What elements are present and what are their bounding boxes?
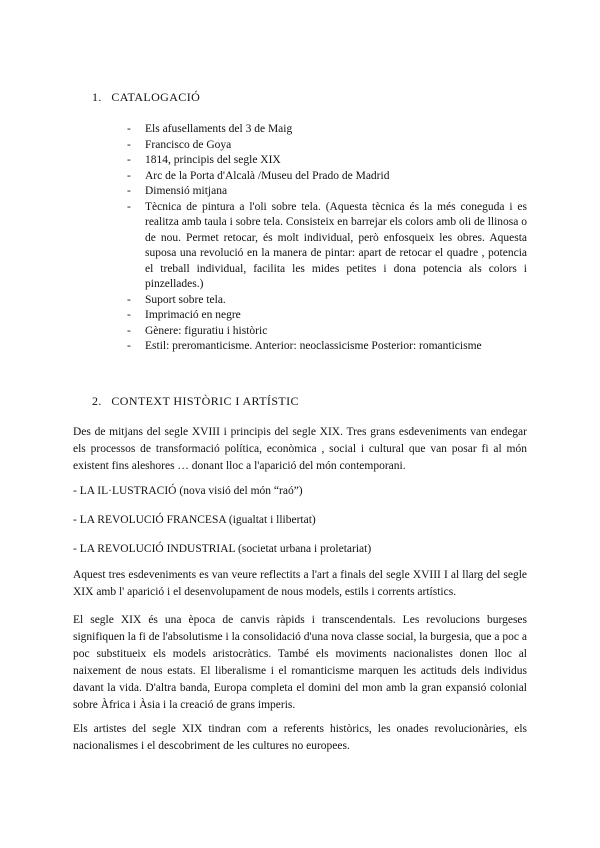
- list-item: - Gènere: figuratiu i històric: [127, 324, 268, 337]
- intro-paragraph: Des de mitjans del segle XVIII i principis del segle XIX. Tres grans esdeveniments van endegar els processos de transformació política, econòmica , social i cultural que van posar fi al món existent fins aleshores … donant lloc a l'aparició del món contemporani.: [73, 426, 527, 472]
- paragraph-2: El segle XIX és una època de canvis ràpids i transcendentals. Les revolucions burgeses signifiquen la fi de l'absolutisme i la consolidació d'una nova classe social, la burgesia, que a poc a poc substitueix els models aristocràtics. També els moviments nacionalistes donen lloc al naixement de nous estats. El liberalisme i el romanticisme marquen les actituds dels individus davant la vida. D'altra banda, Europa completa el domini del mon amb la gran expansió colonial sobre Àfrica i Àsia i la creació de grans imperis.: [73, 614, 527, 711]
- paragraph-1: Aquest tres esdeveniments es van veure reflectits a l'art a finals del segle XVIII I al llarg del segle XIX amb l' aparició i el desenvolupament de nous models, estils i corrents artístics.: [73, 569, 527, 598]
- event-revolucio-francesa: - LA REVOLUCIÓ FRANCESA (igualtat i llibertat): [73, 514, 316, 526]
- list-item: - Arc de la Porta d'Alcalà /Museu del Prado de Madrid: [127, 169, 390, 182]
- list-item: - Tècnica de pintura a l'oli sobre tela. (Aquesta tècnica és la més coneguda i es realitza amb taula i sobre tela. Consisteix en barrejar els colors amb oli de llinosa o de nou. Permet retocar, és molt individual, però enfosqueix les obres. Aquesta suposa una revolució en la manera de pintar: apart de retocar el quadre , potencia el treball individual, facilita les mides petites i dona potencia als colors i pinzellades.): [127, 200, 527, 290]
- catalog-list: [127, 122, 527, 355]
- section-1-number: 1.: [92, 90, 102, 104]
- paragraph-3: Els artistes del segle XIX tindran com a referents històrics, les onades revolucionàries, els nacionalismes i el descobriment de les cultures no europees.: [73, 723, 527, 752]
- section-1-heading: [92, 90, 200, 105]
- section-1-title: CATALOGACIÓ: [111, 90, 201, 104]
- event-illustracio: - LA IL·LUSTRACIÓ (nova visió del món “raó”): [73, 485, 303, 497]
- section-2-title: CONTEXT HISTÒRIC I ARTÍSTIC: [111, 394, 299, 408]
- list-item: - Els afusellaments del 3 de Maig: [127, 123, 293, 135]
- section-2-heading: [92, 394, 299, 409]
- list-item: - Imprimació en negre: [127, 309, 241, 321]
- list-item: - Dimensió mitjana: [127, 185, 228, 197]
- section-2-number: 2.: [92, 394, 102, 408]
- list-item: - Estil: preromanticisme. Anterior: neoclassicisme Posterior: romanticisme: [127, 340, 482, 352]
- event-revolucio-industrial: - LA REVOLUCIÓ INDUSTRIAL (societat urbana i proletariat): [73, 543, 372, 555]
- list-item: - Suport sobre tela.: [127, 293, 226, 306]
- list-item: - Francisco de Goya: [127, 138, 232, 151]
- list-item: - 1814, principis del segle XIX: [127, 154, 281, 166]
